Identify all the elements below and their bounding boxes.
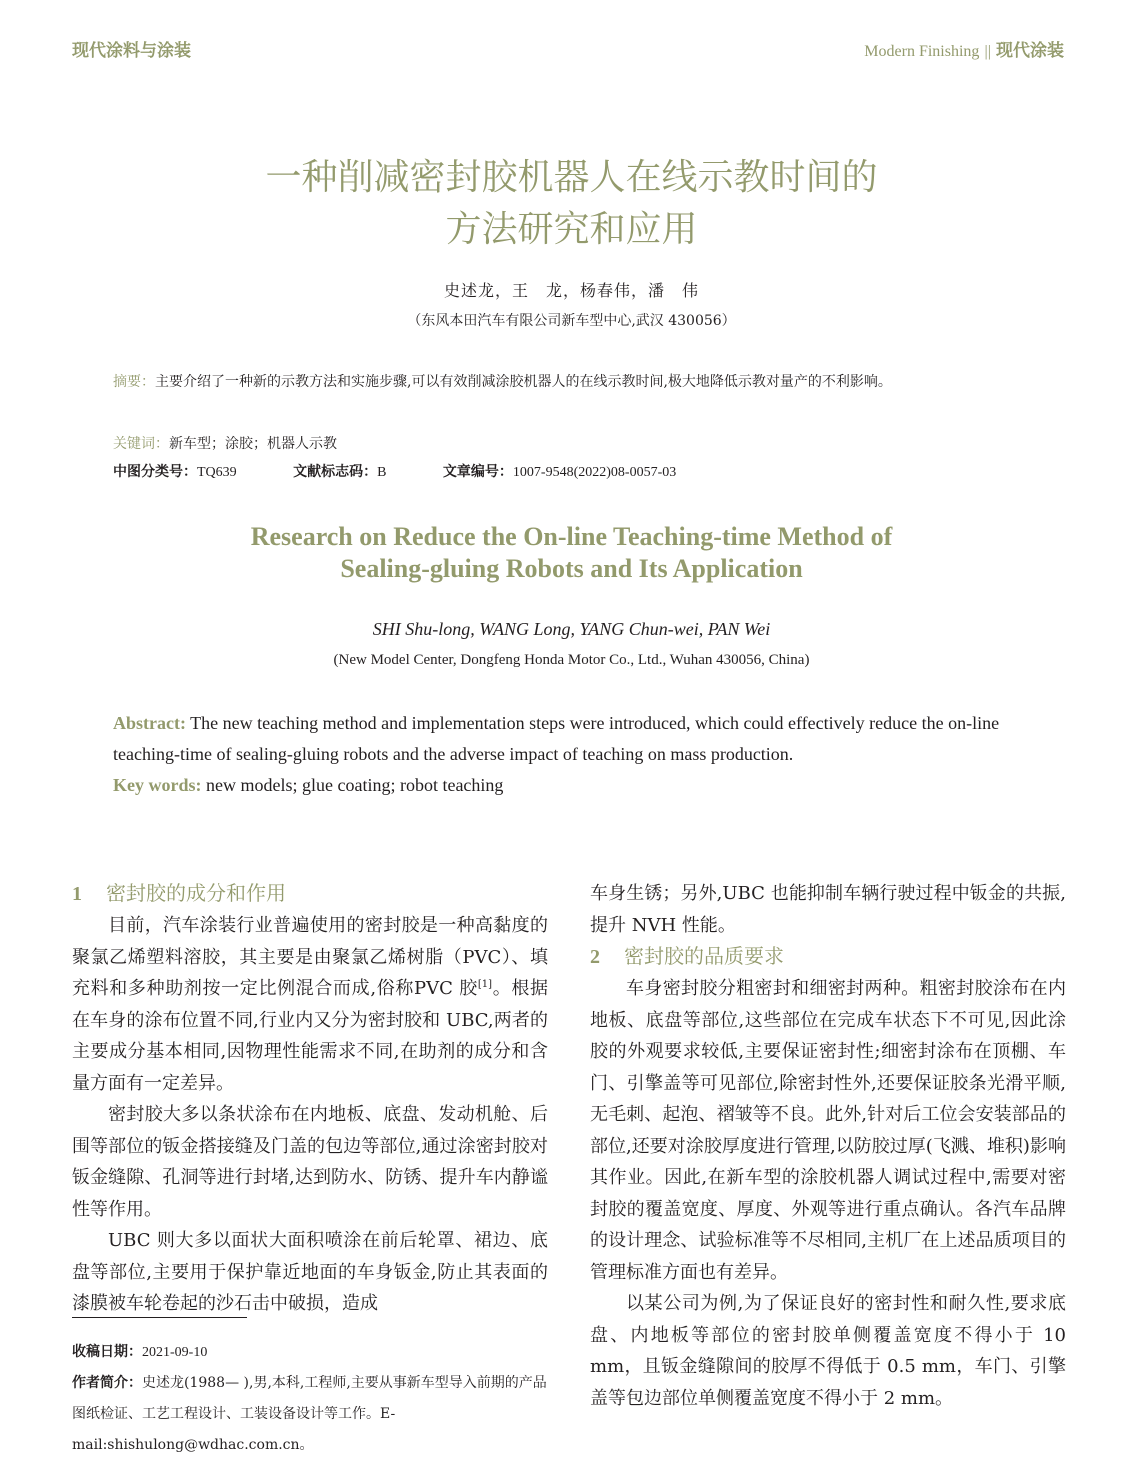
page-title-cn [0, 152, 1143, 256]
authors-cn: 史述龙，王 龙，杨春伟，潘 伟 [443, 281, 699, 300]
received-date: 收稿日期：2021-09-10 [72, 1344, 208, 1360]
journal-short-name: 现代涂装 [996, 41, 1064, 61]
keywords-en-text: new models; glue coating; robot teaching [206, 775, 504, 795]
body-paragraph: 以某公司为例,为了保证良好的密封性和耐久性,要求底盘、内地板等部位的密封胶单侧覆盖宽度不得小于 10 mm，且钣金缝隙间的胶厚不得低于 0.5 mm，车门、引擎盖等包边部位单侧覆盖宽度不得小于 2 mm。 [590, 1293, 1066, 1409]
section-title: 密封胶的成分和作用 [106, 881, 286, 905]
title-en-line-1: Research on Reduce the On-line Teaching-time Method of [250, 522, 893, 551]
footnote-divider [72, 1317, 247, 1318]
affiliation-cn: （东风本田汽车有限公司新车型中心,武汉 430056） [407, 313, 736, 329]
abstract-en [113, 708, 1033, 770]
section-number: 1 [72, 883, 82, 905]
abstract-cn-label: 摘要： [113, 374, 155, 390]
body-paragraph: UBC 则大多以面状大面积喷涂在前后轮罩、裙边、底盘等部位,主要用于保护靠近地面的车身钣金,防止其表面的漆膜被车轮卷起的沙石击中破损，造成 [72, 1230, 548, 1314]
citation-ref[interactable]: [1] [477, 979, 493, 990]
footnote [72, 1337, 548, 1461]
abstract-cn [113, 367, 1033, 397]
classification-meta [113, 461, 728, 481]
body-paragraph: 密封胶大多以条状涂布在内地板、底盘、发动机舱、后围等部位的钣金搭接缝及门盖的包边等部位,通过涂密封胶对钣金缝隙、孔洞等进行封堵,达到防水、防锈、提升车内静谧性等作用。 [72, 1104, 548, 1220]
keywords-en [113, 770, 1033, 801]
body-column-right [590, 878, 1066, 1414]
section-heading-2 [590, 941, 1066, 973]
journal-name-header: 现代涂料与涂装 [72, 41, 191, 61]
keywords-cn [113, 429, 1033, 459]
keywords-cn-label: 关键词： [113, 436, 169, 452]
body-paragraph: 目前，汽车涂装行业普遍使用的密封胶是一种高黏度的聚氯乙烯塑料溶胶，其主要是由聚氯乙烯树脂（PVC）、填充料和多种助剂按一定比例混合而成,俗称PVC 胶[1]。根据在车身的涂布位置不同,行业内又分为密封胶和 UBC,两者的主要成分基本相同,因物理性能需求不同,在助剂的成分和含量方面有一定差异。 [72, 915, 548, 1094]
title-en-line-2: Sealing-gluing Robots and Its Application [340, 554, 803, 583]
body-paragraph-continued: 车身生锈；另外,UBC 也能抑制车辆行驶过程中钣金的共振,提升 NVH 性能。 [590, 883, 1066, 936]
abstract-en-label: Abstract: [113, 713, 186, 733]
section-title: 密封胶的品质要求 [624, 944, 784, 968]
affiliation-en: (New Model Center, Dongfeng Honda Motor Co., Ltd., Wuhan 430056, China) [333, 652, 810, 668]
journal-name-en: Modern Finishing [864, 43, 980, 60]
clc-number: 中图分类号：TQ639 [113, 464, 237, 480]
keywords-en-label: Key words: [113, 775, 202, 795]
page-title-en [0, 521, 1143, 585]
abstract-en-text: The new teaching method and implementation steps were introduced, which could effectively reduce the on-line teaching-time of sealing-gluing robots and the adverse impact of teaching on mass production. [113, 713, 1000, 764]
keywords-cn-text: 新车型；涂胶；机器人示教 [169, 436, 337, 452]
body-paragraph: 车身密封胶分粗密封和细密封两种。粗密封胶涂布在内地板、底盘等部位,这些部位在完成车状态下不可见,因此涂胶的外观要求较低,主要保证密封性;细密封涂布在顶棚、车门、引擎盖等可见部位,除密封性外,还要保证胶条光滑平顺,无毛刺、起泡、褶皱等不良。此外,针对后工位会安装部品的部位,还要对涂胶厚度进行管理,以防胶过厚(飞溅、堆积)影响其作业。因此,在新车型的涂胶机器人调试过程中,需要对密封胶的覆盖宽度、厚度、外观等进行重点确认。各汽车品牌的设计理念、试验标准等不尽相同,主机厂在上述品质项目的管理标准方面也有差异。 [590, 978, 1066, 1283]
title-cn-line-2: 方法研究和应用 [445, 209, 698, 250]
author-bio: 作者简介：史述龙(1988— ),男,本科,工程师,主要从事新车型导入前期的产品图纸检证、工艺工程设计、工装设备设计等工作。E-mail:shishulong@wdhac.com.cn。 [72, 1375, 547, 1453]
abstract-cn-text: 主要介绍了一种新的示教方法和实施步骤,可以有效削减涂胶机器人的在线示教时间,极大地降低示教对量产的不利影响。 [155, 374, 892, 390]
header-separator: || [984, 43, 991, 60]
section-heading-1 [72, 878, 548, 910]
article-number: 文章编号：1007-9548(2022)08-0057-03 [442, 464, 677, 480]
document-code: 文献标志码：B [293, 464, 387, 480]
journal-header-right [864, 36, 1064, 61]
body-column-left [72, 878, 548, 1320]
section-number: 2 [590, 946, 600, 968]
title-cn-line-1: 一种削减密封胶机器人在线示教时间的 [265, 157, 878, 198]
authors-en: SHI Shu-long, WANG Long, YANG Chun-wei, PAN Wei [372, 619, 771, 639]
